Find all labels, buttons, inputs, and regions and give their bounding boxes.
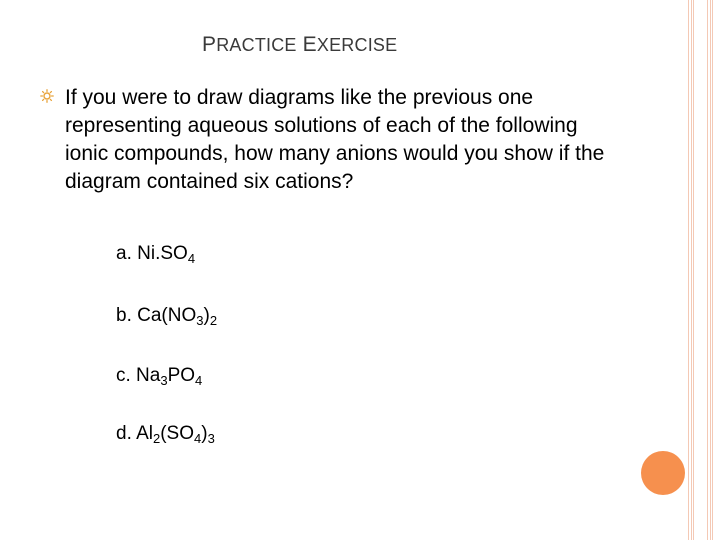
list-item: c. $Na_3PO_4$ — [116, 365, 203, 388]
list-item: b. $Ca(NO_3)_2$ — [116, 305, 218, 328]
body-paragraph: If you were to draw diagrams like the previous one representing aqueous solutions of each of the following ionic compounds, how many anions would you show if the diagram contained six cations? — [65, 86, 605, 193]
border-line — [691, 0, 692, 540]
border-line — [688, 0, 689, 540]
sun-bullet-icon — [40, 89, 54, 108]
title-text: PRACTICE EXERCISE — [202, 33, 398, 56]
border-line — [707, 0, 708, 540]
border-line — [710, 0, 711, 540]
border-line — [712, 0, 713, 540]
border-line — [693, 0, 694, 540]
slide-title — [202, 33, 397, 57]
list-item: d. $Al_2(SO_4)_3$ — [116, 423, 215, 446]
accent-circle — [641, 451, 685, 495]
list-item: a. $Ni.SO_4$ — [116, 243, 196, 266]
